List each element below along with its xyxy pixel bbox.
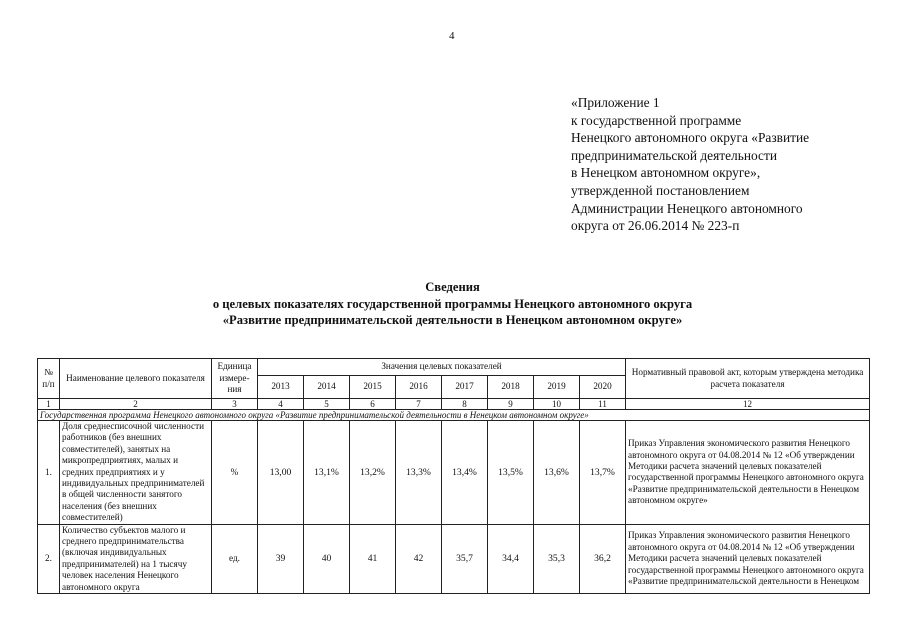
row-number: 1. <box>38 421 60 525</box>
column-number: 2 <box>60 399 212 410</box>
appendix-line: к государственной программе <box>571 112 742 128</box>
appendix-line: Администрации Ненецкого автономного <box>571 200 803 216</box>
column-number: 11 <box>580 399 626 410</box>
appendix-line: утвержденной постановлением <box>571 182 750 198</box>
header-year: 2019 <box>534 376 580 399</box>
heading-program-name: «Развитие предпринимательской деятельности в Ненецком автономном округе» <box>222 313 683 327</box>
table-row <box>38 524 870 593</box>
appendix-line: Ненецкого автономного округа «Развитие <box>571 130 810 146</box>
column-number: 8 <box>442 399 488 410</box>
header-indicator-name: Наименование целевого показателя <box>60 359 212 399</box>
legal-act: Приказ Управления экономического развития Ненецкого автономного округа от 04.08.2014 № 12 «Об утверждении Методики расчета значений целевых показателей государственной программы Ненецкого автономного округа «Развитие предпринимательской деятельности в Ненецком автономном округе» <box>626 421 870 525</box>
column-number: 1 <box>38 399 60 410</box>
appendix-block <box>571 94 891 235</box>
header-unit: Единица измере-ния <box>212 359 258 399</box>
appendix-line: «Приложение 1 <box>571 95 660 110</box>
indicator-value: 39 <box>258 524 304 593</box>
header-year: 2017 <box>442 376 488 399</box>
indicator-value: 35,7 <box>442 524 488 593</box>
column-number: 10 <box>534 399 580 410</box>
indicator-value: 34,4 <box>488 524 534 593</box>
indicator-value: 13,2% <box>350 421 396 525</box>
column-number: 7 <box>396 399 442 410</box>
indicator-name: Доля среднесписочной численности работников (без внешних совместителей), занятых на микропредприятиях, малых и средних предприятиях и у индивидуальных предпринимателей в общей численности занятого населения (без внешних совместителей) <box>60 421 212 525</box>
indicator-value: 13,00 <box>258 421 304 525</box>
indicator-unit: ед. <box>212 524 258 593</box>
indicator-value: 13,7% <box>580 421 626 525</box>
header-year: 2015 <box>350 376 396 399</box>
indicator-value: 13,6% <box>534 421 580 525</box>
column-number: 9 <box>488 399 534 410</box>
header-year: 2013 <box>258 376 304 399</box>
document-heading <box>0 279 905 329</box>
indicator-value: 13,3% <box>396 421 442 525</box>
heading-subtitle: о целевых показателях государственной программы Ненецкого автономного округа <box>212 296 693 311</box>
header-legal-act: Нормативный правовой акт, которым утверждена методика расчета показателя <box>626 359 870 399</box>
appendix-line: в Ненецком автономном округе», <box>571 165 761 181</box>
header-number: № п/п <box>38 359 60 399</box>
indicator-value: 40 <box>304 524 350 593</box>
column-number: 12 <box>626 399 870 410</box>
indicator-value: 13,1% <box>304 421 350 525</box>
indicator-value: 36,2 <box>580 524 626 593</box>
column-number: 4 <box>258 399 304 410</box>
row-number: 2. <box>38 524 60 593</box>
header-year: 2016 <box>396 376 442 399</box>
program-title: Государственная программа Ненецкого автономного округа «Развитие предпринимательской деятельности в Ненецком автономном округе» <box>38 410 870 421</box>
table-row <box>38 421 870 525</box>
header-year: 2014 <box>304 376 350 399</box>
indicator-value: 35,3 <box>534 524 580 593</box>
header-values: Значения целевых показателей <box>258 359 626 376</box>
header-year: 2020 <box>580 376 626 399</box>
heading-title: Сведения <box>425 280 480 294</box>
legal-act: Приказ Управления экономического развития Ненецкого автономного округа от 04.08.2014 № 12 «Об утверждении Методики расчета значений целевых показателей государственной программы Ненецкого автономного округа «Развитие предпринимательской деятельности в Ненецком <box>626 524 870 593</box>
indicators-table <box>37 358 870 594</box>
indicator-name: Количество субъектов малого и среднего предпринимательства (включая индивидуальных предпринимателей) на 1 тысячу человек населения Ненецкого автономного округа <box>60 524 212 593</box>
header-year: 2018 <box>488 376 534 399</box>
page-number: 4 <box>449 30 455 42</box>
appendix-line: округа от 26.06.2014 № 223-п <box>571 218 740 234</box>
column-number-row <box>38 399 870 410</box>
indicator-value: 41 <box>350 524 396 593</box>
column-number: 3 <box>212 399 258 410</box>
appendix-line: предпринимательской деятельности <box>571 147 777 163</box>
indicator-value: 13,5% <box>488 421 534 525</box>
indicator-value: 42 <box>396 524 442 593</box>
indicator-value: 13,4% <box>442 421 488 525</box>
column-number: 6 <box>350 399 396 410</box>
column-number: 5 <box>304 399 350 410</box>
program-row <box>38 410 870 421</box>
indicator-unit: % <box>212 421 258 525</box>
